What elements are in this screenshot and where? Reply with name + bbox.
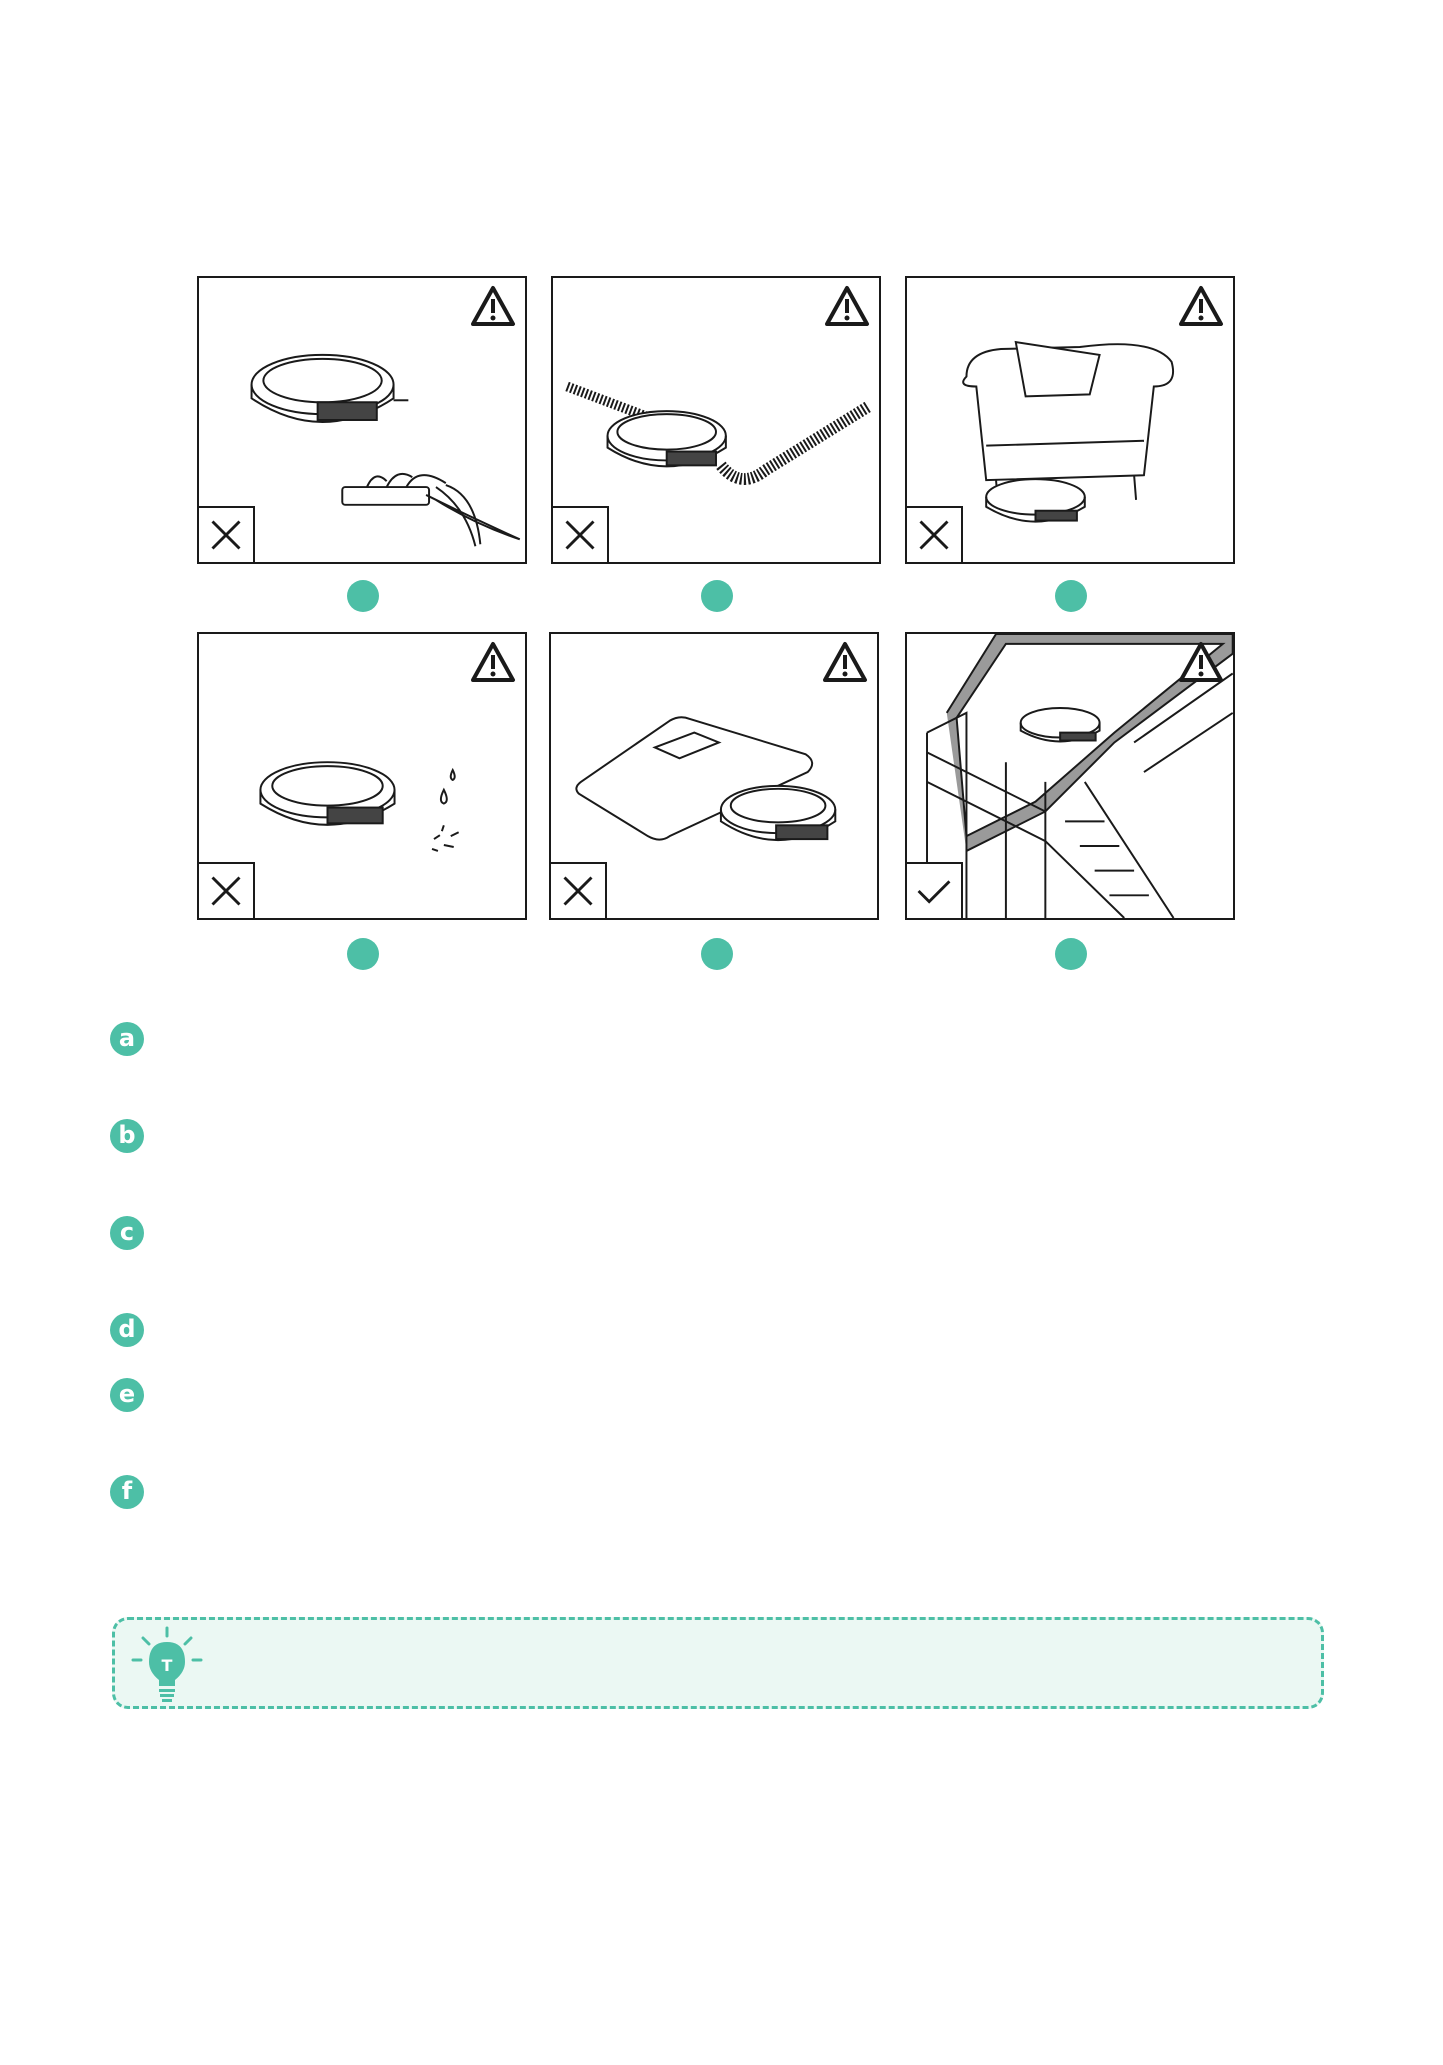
cross-mark [199,506,255,562]
warning-icon [821,640,869,684]
warning-icon [469,284,517,328]
cross-mark [199,862,255,918]
bullet-b: b [110,1119,144,1153]
bullet-e: e [110,1378,144,1412]
cross-icon [553,508,607,562]
cross-icon [551,864,605,918]
cross-icon [907,508,961,562]
warning-icon [469,640,517,684]
warning-icon [1177,284,1225,328]
illustration-panel-d [197,632,527,920]
cross-icon [199,508,253,562]
lightbulb-icon [131,1626,203,1706]
bullet-a: a [110,1022,144,1056]
bullet-f: f [110,1475,144,1509]
panel-label-dot-a [347,580,379,612]
check-icon [907,864,961,918]
tip-box [112,1617,1324,1709]
illustration-panel-c [905,276,1235,564]
warning-icon [823,284,871,328]
cross-mark [907,506,963,562]
panel-label-dot-e [701,938,733,970]
bullet-d: d [110,1313,144,1347]
illustration-panel-b [551,276,881,564]
panel-label-dot-f [1055,938,1087,970]
check-mark [907,862,963,918]
panel-label-dot-b [701,580,733,612]
tip-letter: T [161,1656,173,1675]
cross-mark [551,862,607,918]
bullet-c: c [110,1216,144,1250]
warning-icon [1177,640,1225,684]
illustration-panel-f [905,632,1235,920]
panel-label-dot-d [347,938,379,970]
illustration-panel-e [549,632,879,920]
illustration-panel-a [197,276,527,564]
panel-label-dot-c [1055,580,1087,612]
cross-mark [553,506,609,562]
cross-icon [199,864,253,918]
